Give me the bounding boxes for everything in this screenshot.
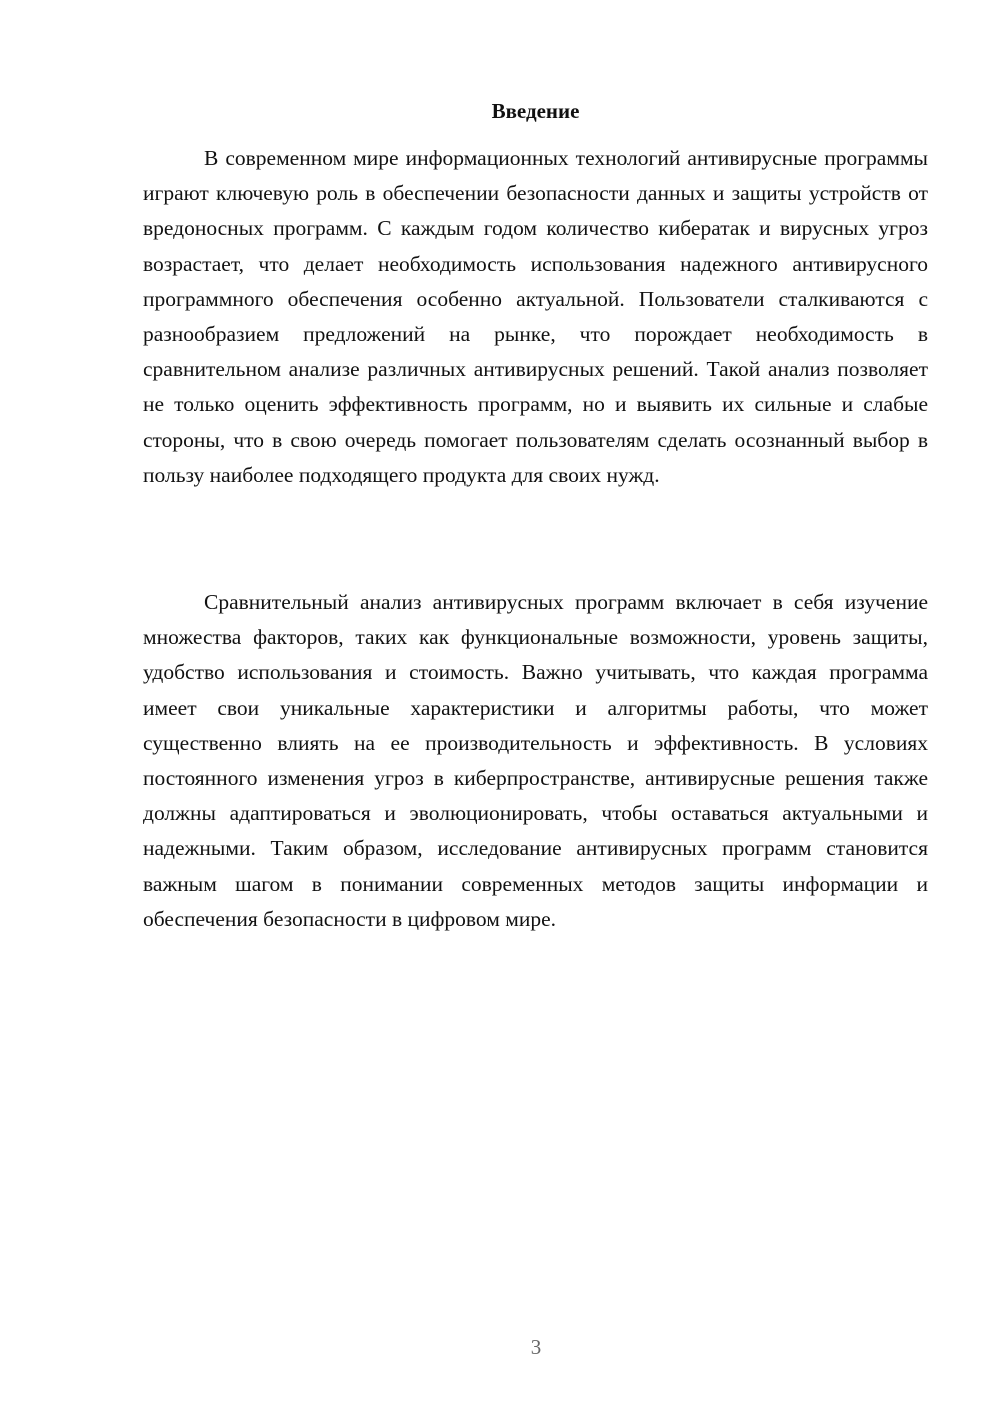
section-heading: Введение bbox=[491, 99, 580, 123]
page-number: 3 bbox=[530, 1335, 542, 1359]
paragraph-comparison: Сравнительный анализ антивирусных программ включает в себя изучение множества факторов, таких как функциональные возможности, уровень защиты, удобство использования и стоимость. Важно учитывать, что каждая программа имеет свои уникальные характеристики и алгоритмы работы, что может существенно влиять на ее производительность и эффективность. В условиях постоянного изменения угроз в киберпространстве, антивирусные решения также должны адаптироваться и эволюционировать, чтобы оставаться актуальными и надежными. Таким образом, исследование антивирусных программ становится важным шагом в понимании современных методов защиты информации и обеспечения безопасности в цифровом мире. bbox=[143, 590, 928, 931]
paragraph-intro: В современном мире информационных технологий антивирусные программы играют ключевую роль в обеспечении безопасности данных и защиты устройств от вредоносных программ. С каждым годом количество кибератак и вирусных угроз возрастает, что делает необходимость использования надежного антивирусного программного обеспечения особенно актуальной. Пользователи сталкиваются с разнообразием предложений на рынке, что порождает необходимость в сравнительном анализе различных антивирусных решений. Такой анализ позволяет не только оценить эффективность программ, но и выявить их сильные и слабые стороны, что в свою очередь помогает пользователям сделать осознанный выбор в пользу наиболее подходящего продукта для своих нужд. bbox=[143, 146, 928, 487]
